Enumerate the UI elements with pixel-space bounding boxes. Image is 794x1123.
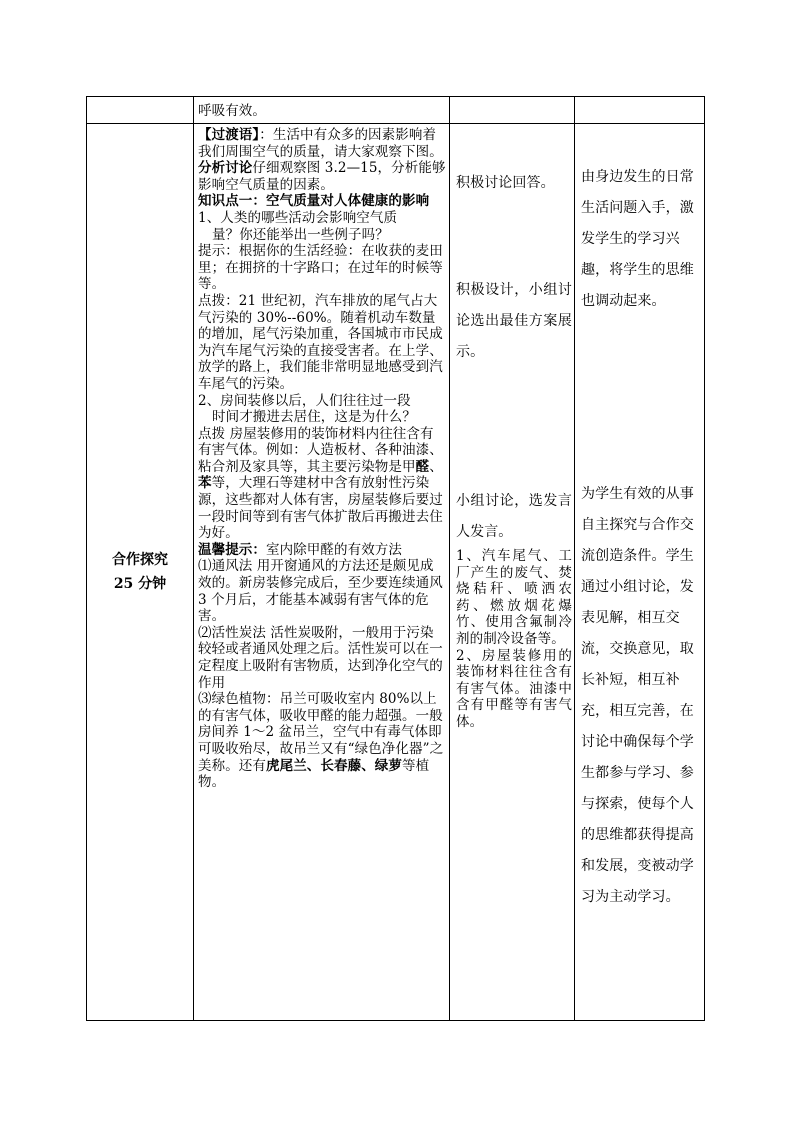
method-3-text-a: ⑶绿色植物：吊兰可吸收室内 80%以上的有害气体，吸收甲醛的能力超强。一般房间养 1～2 盆吊兰，空气中有毒气体即可吸收殆尽，故吊兰又有“绿色净化器”之美称。还有 <box>198 691 444 774</box>
design-intent-1: 由身边发生的日常生活问题入手，激发学生的学习兴趣，将学生的思维也调动起来。 <box>581 169 694 309</box>
tip-label: 温馨提示： <box>198 541 266 558</box>
method-3-plants: 虎尾兰、长春藤、绿萝 <box>266 757 402 774</box>
design-intent-cell <box>575 124 705 1021</box>
student-activity-cell <box>450 124 575 1021</box>
knowledge-point-heading: 知识点一：空气质量对人体健康的影响 <box>198 193 430 210</box>
row1-content: 呼吸有效。 <box>198 103 266 119</box>
student-response-3: 小组讨论，选发言人发言。 <box>456 493 572 540</box>
method-3 <box>198 691 446 791</box>
question-1-line-2: 量？你还能举出一些例子吗？ <box>212 226 389 243</box>
section-cell-empty <box>87 97 194 124</box>
table-row <box>87 124 705 1021</box>
teacher-activity-cell <box>194 124 450 1021</box>
method-3-text-c: 等植物。 <box>198 757 430 791</box>
student-response-1: 积极讨论回答。 <box>456 175 555 191</box>
point-2-text-c: 、 <box>429 458 443 475</box>
method-2: ⑵活性炭法 活性炭吸附，一般用于污染较轻或者通风处理之后。活性炭可以在一定程度上吸附有害物质，达到净化空气的作用 <box>198 624 443 691</box>
section-time: 25 分钟 <box>113 576 167 592</box>
design-intent-cell-empty <box>575 97 705 124</box>
question-2-line-2: 时间才搬进去居住，这是为什么？ <box>212 409 416 426</box>
question-2-line-1: 2、房间装修以后，人们往往过一段 <box>198 392 411 409</box>
point-2-bold-1: 醛 <box>415 458 430 475</box>
tip-paragraph <box>198 542 446 559</box>
analysis-paragraph <box>198 160 446 193</box>
student-answer-1: 1、汽车尾气、工厂产生的废气、焚烧秸秆、喷洒农药、燃放烟花爆竹、使用含氟制冷剂的制冷设备等。 <box>456 548 572 647</box>
analysis-label: 分析讨论 <box>198 160 253 177</box>
lesson-plan-table <box>86 96 705 1021</box>
design-intent-2: 为学生有效的从事自主探究与合作交流创造条件。学生通过小组讨论，发表见解，相互交流，交换意见，取长补短，相互补充，相互完善，在讨论中确保每个学生都参与学习、参与探索，使每个人的思维都获得提高和发展，变被动学习为主动学习。 <box>581 486 694 905</box>
transition-paragraph <box>198 127 446 160</box>
point-2 <box>198 426 446 542</box>
section-cell <box>87 124 194 1021</box>
point-2-bold-2: 苯 <box>198 475 212 492</box>
table-row <box>87 97 705 124</box>
transition-text: ：生活中有众多的因素影响着我们周围空气的质量，请大家观察下图。 <box>198 127 443 160</box>
tip-text: 室内除甲醛的有效方法 <box>266 541 402 558</box>
transition-label: 【过渡语】 <box>198 127 260 143</box>
student-response-2: 积极设计，小组讨论选出最佳方案展示。 <box>456 282 572 360</box>
method-1: ⑴通风法 用开窗通风的方法还是颇见成效的。新房装修完成后，至少要连续通风 3 个月后，才能基本减弱有害气体的危害。 <box>198 558 443 625</box>
analysis-text: 仔细观察图 3.2—15，分析能够影响空气质量的因素。 <box>198 160 446 193</box>
student-activity-cell-empty <box>450 97 575 124</box>
student-answer-2: 2、房屋装修用的装饰材料往往含有有害气体。油漆中含有甲醛等有害气体。 <box>456 647 572 730</box>
point-2-text-d: 等，大理石等建材中含有放射性污染源，这些都对人体有害，房屋装修后要过一段时间等到有害气体扩散后再搬进去住为好。 <box>198 475 443 542</box>
teacher-activity-cell <box>194 97 450 124</box>
point-2-text-a: 点拨 房屋装修用的装饰材料内往往含有有害气体。例如：人造板材、各种油漆、粘合剂及家具等，其主要污染物是甲 <box>198 425 443 475</box>
point-1: 点拨：21 世纪初，汽车排放的尾气占大气污染的 30%--60%。随着机动车数量的增加，尾气污染加重，各国城市市民成为汽车尾气污染的直接受害者。在上学、放学的路上，我们能非常明显地感受到汽车尾气的污染。 <box>198 292 443 392</box>
section-name: 合作探究 <box>112 552 168 568</box>
hint-1: 提示：根据你的生活经验：在收获的麦田里；在拥挤的十字路口；在过年的时候等等。 <box>198 243 443 293</box>
question-1-line-1: 1、人类的哪些活动会影响空气质 <box>198 209 398 226</box>
